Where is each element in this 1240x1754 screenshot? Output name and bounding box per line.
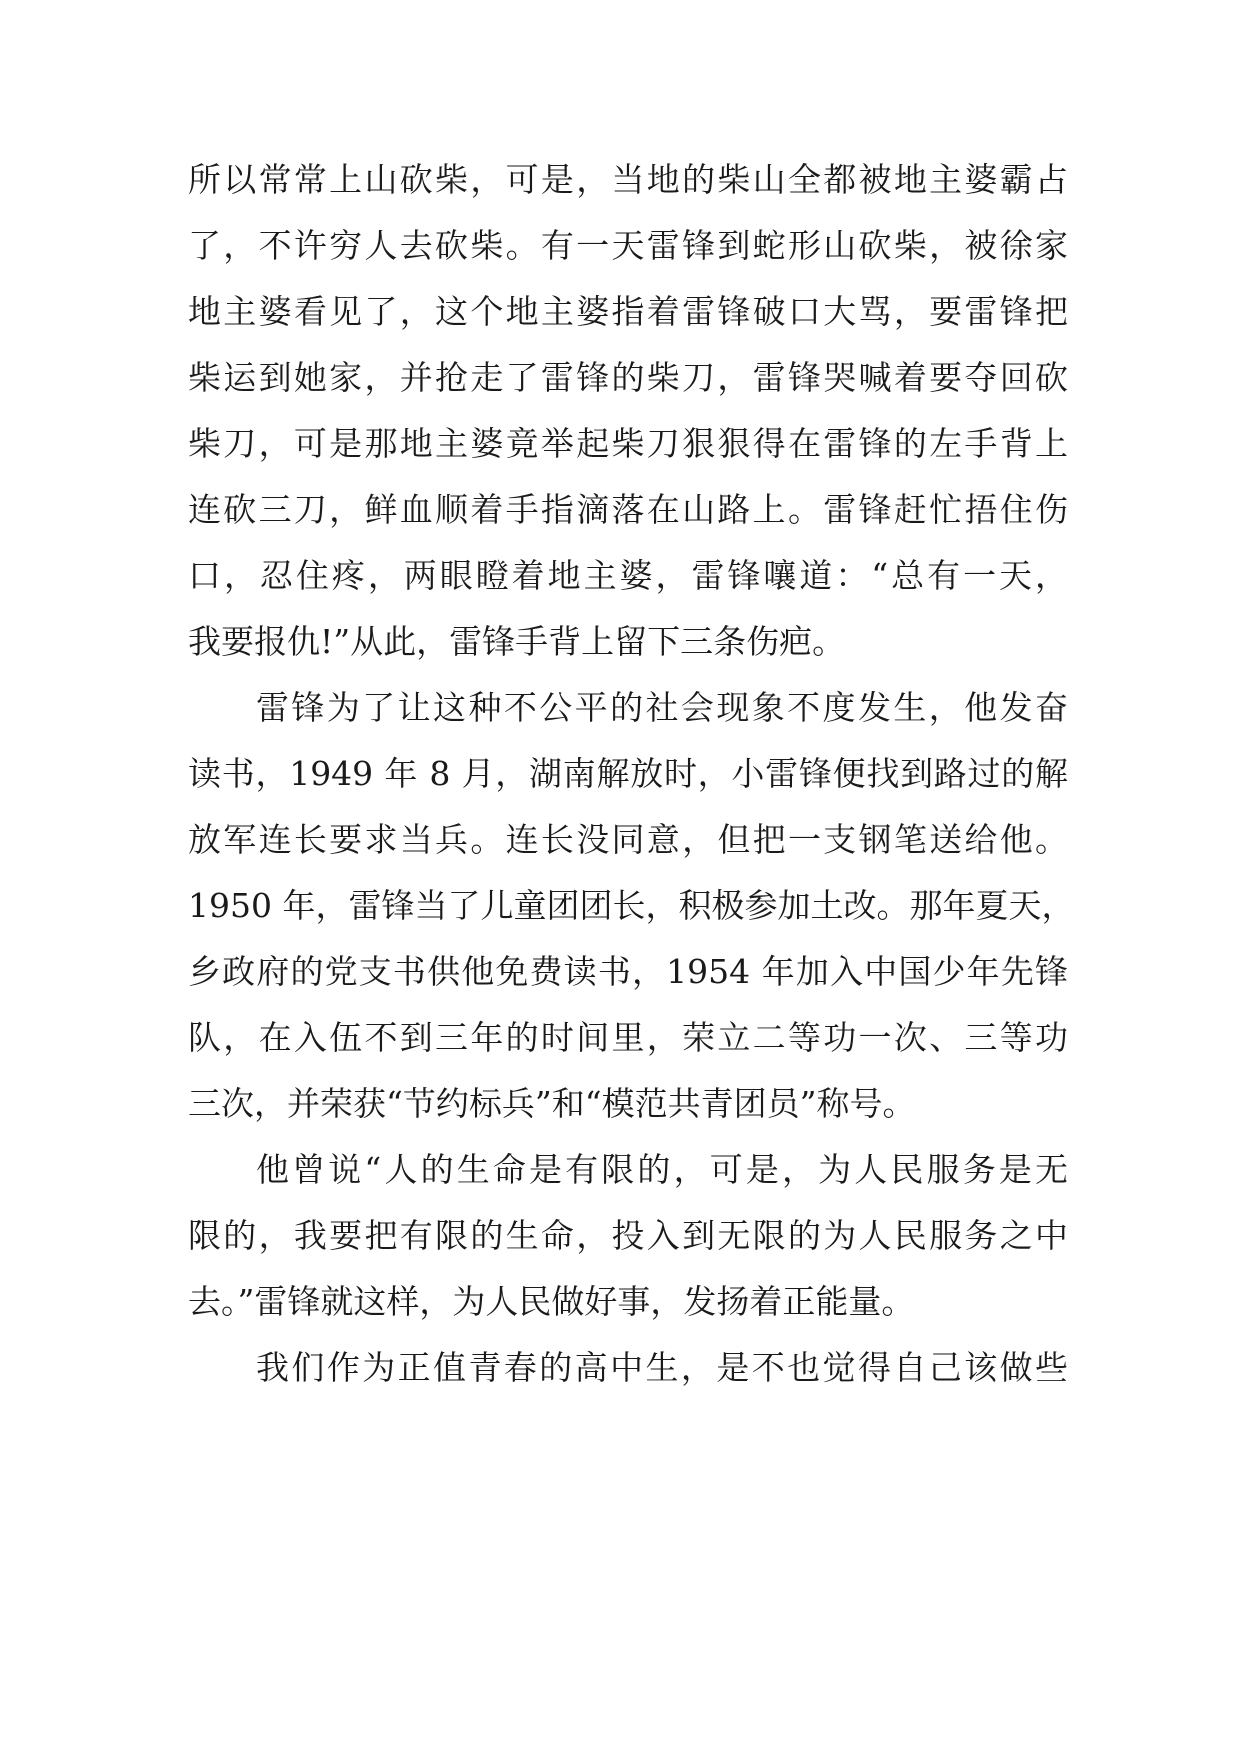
text-line: 放军连长要求当兵。连长没同意，但把一支钢笔送给他。 [188,820,1068,859]
text-line: 三次，并荣获“节约标兵”和“模范共青团员”称号。 [188,1084,916,1123]
text-line: 了，不许穷人去砍柴。有一天雷锋到蛇形山砍柴，被徐家 [188,226,1068,265]
text-line: 队，在入伍不到三年的时间里，荣立二等功一次、三等功 [188,1018,1068,1057]
paragraph-first-line: 我们作为正值青春的高中生，是不也觉得自己该做些 [256,1348,1068,1387]
text-line: 口，忍住疼，两眼瞪着地主婆，雷锋嚷道：“总有一天， [188,556,1068,595]
text-line: 1950 年，雷锋当了儿童团团长，积极参加土改。那年夏天， [188,886,1075,925]
paragraph-first-line: 他曾说“人的生命是有限的，可是，为人民服务是无 [256,1150,1068,1189]
paragraph-first-line: 雷锋为了让这种不公平的社会现象不度发生，他发奋 [256,688,1068,727]
text-line: 限的，我要把有限的生命，投入到无限的为人民服务之中 [188,1216,1068,1255]
text-line: 去。”雷锋就这样，为人民做好事，发扬着正能量。 [188,1282,915,1321]
text-line: 地主婆看见了，这个地主婆指着雷锋破口大骂，要雷锋把 [188,292,1068,331]
text-line: 乡政府的党支书供他免费读书，1954 年加入中国少年先锋 [188,952,1068,991]
text-line: 所以常常上山砍柴，可是，当地的柴山全都被地主婆霸占 [188,160,1068,199]
text-line: 柴运到她家，并抢走了雷锋的柴刀，雷锋哭喊着要夺回砍 [188,358,1068,397]
text-line: 柴刀，可是那地主婆竟举起柴刀狠狠得在雷锋的左手背上 [188,424,1068,463]
text-line: 连砍三刀，鲜血顺着手指滴落在山路上。雷锋赶忙捂住伤 [188,490,1068,529]
text-line: 我要报仇!”从此，雷锋手背上留下三条伤疤。 [188,622,846,661]
text-line: 读书，1949 年 8 月，湖南解放时，小雷锋便找到路过的解 [188,754,1068,793]
